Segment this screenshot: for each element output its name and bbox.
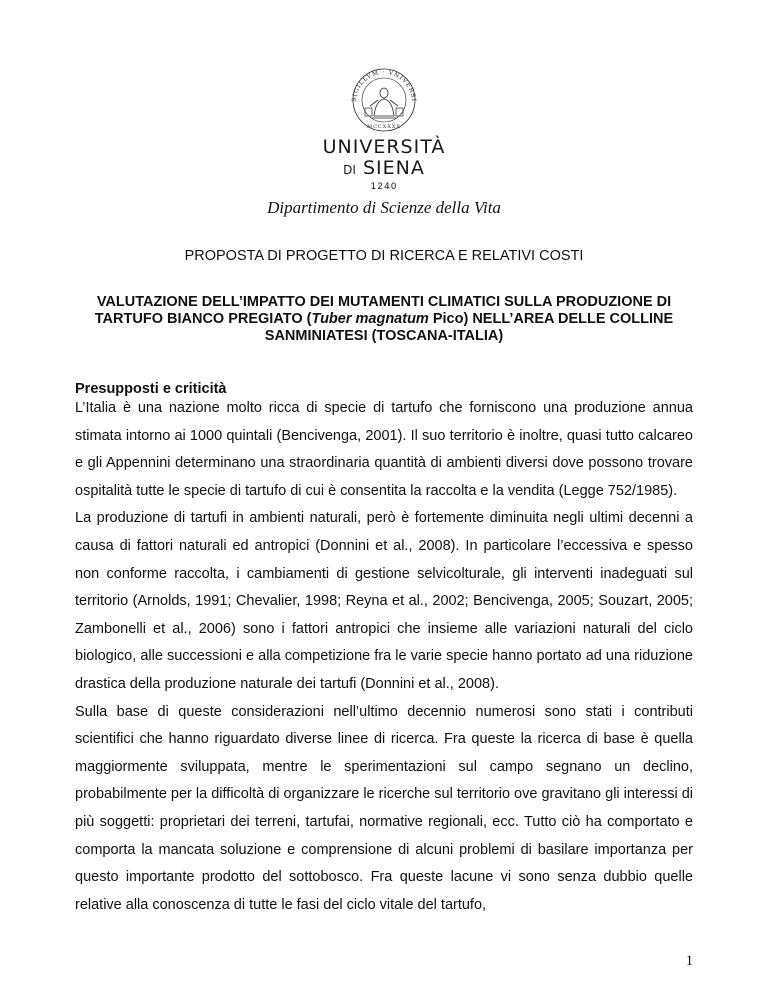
section-heading: Presupposti e criticità xyxy=(75,381,227,397)
svg-text:MCCXXXX: MCCXXXX xyxy=(366,124,402,130)
university-founding-year: 1240 xyxy=(370,182,398,192)
project-title-part1: VALUTAZIONE DELL’IMPATTO DEI MUTAMENTI CLIMATICI SULLA PRODUZIONE DI TARTUFO BIANCO PREGIATO ( xyxy=(94,294,672,327)
university-wordmark xyxy=(316,136,452,193)
university-seal-icon xyxy=(316,66,452,136)
body-text xyxy=(75,395,693,919)
page-number: 1 xyxy=(685,953,693,969)
paragraph: La produzione di tartufi in ambienti naturali, però è fortemente diminuita negli ultimi decenni a causa di fattori naturali ed antropici (Donnini et al., 2008). In particolare l’eccessiva e spesso non conforme raccolta, i cambiamenti di gestione selvicolturale, gli interventi inadeguati sul territorio (Arnolds, 1991; Chevalier, 1998; Reyna et al., 2002; Bencivenga, 2005; Souzart, 2005; Zambonelli et al., 2006) sono i fattori antropici che insieme alle variazioni naturali del ciclo biologico, alle successioni e alla competizione fra le varie specie hanno portato ad una riduzione drastica della produzione naturale dei tartufi (Donnini et al., 2008). xyxy=(75,510,693,692)
svg-text:SIGILLVM · VNIVERSITATIS · SEN: SIGILLVM · VNIVERSI xyxy=(350,68,418,103)
project-title xyxy=(80,294,688,345)
department-name: Dipartimento di Scienze della Vita xyxy=(267,198,501,217)
paragraph: L’Italia è una nazione molto ricca di specie di tartufo che forniscono una produzione annua stimata intorno ai 1000 quintali (Bencivenga, 2001). Il suo territorio è inoltre, quasi tutto calcareo e gli Appennini determinano una straordinaria quantità di ambienti diversi dove possono trovare ospitalità tutte le specie di tartufo di cui è consentita la raccolta e la vendita (Legge 752/1985). xyxy=(75,400,693,499)
university-name-line1: UNIVERSITÀ xyxy=(322,136,446,158)
university-name-siena: SIENA xyxy=(362,157,425,179)
proposal-heading: PROPOSTA DI PROGETTO DI RICERCA E RELATIVI COSTI xyxy=(184,248,584,264)
paragraph: Sulla base di queste considerazioni nell’ultimo decennio numerosi sono stati i contributi scientifici che hanno riguardato diverse linee di ricerca. Fra queste la ricerca di base è quella maggiormente sviluppata, mentre le sperimentazioni sul campo segnano un declino, probabilmente per la difficoltà di organizzare le ricerche sul territorio ove gravitano gli interessi di più soggetti: proprietari dei terreni, tartufai, normative regionali, ecc. Tutto ciò ha comportato e comporta la mancata soluzione e comprensione di alcuni problemi di basilare importanza per questo importante prodotto del sottobosco. Fra queste lacune vi sono senza dubbio quelle relative alla conoscenza di tutte le fasi del ciclo vitale del tartufo, xyxy=(75,703,693,913)
university-name-line2 xyxy=(316,158,452,181)
project-title-species: Tuber magnatum xyxy=(311,311,429,327)
project-title-part2: Pico) NELL’AREA DELLE COLLINE SANMINIATESI (TOSCANA-ITALIA) xyxy=(264,311,674,344)
university-name-di: DI xyxy=(343,163,356,177)
